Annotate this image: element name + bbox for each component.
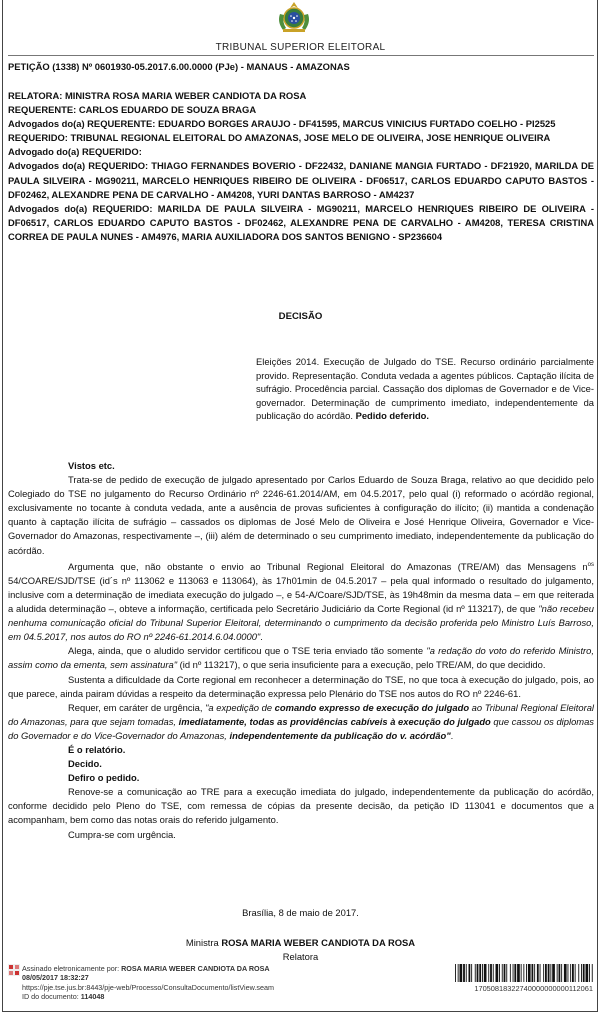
signed-name: ROSA MARIA WEBER CANDIOTA DA ROSA (121, 964, 270, 973)
party-relatora: RELATORA: MINISTRA ROSA MARIA WEBER CANDIOTA DA ROSA (8, 90, 307, 101)
p2-sup: os (587, 561, 594, 568)
p3-text-b: (id nº 113217), o que seria insuficiente para a execução, pelo TRE/AM, do que decidido. (177, 659, 546, 671)
minister-name: ROSA MARIA WEBER CANDIOTA DA ROSA (221, 937, 416, 948)
decision-title: DECISÃO (278, 311, 323, 322)
signature-text (22, 964, 274, 1002)
doc-id: 114048 (80, 992, 105, 1002)
brasao-seal-icon (275, 0, 313, 34)
p2-text-b: 54/COARE/SJD/TSE (id´s nº 113062 e 113063 e 113064), às 17h01min de 04.5.2017 – pela qual informado o resultado do julgamento, inclusive com a determinação de imediata execução do julgado –, e 54-A/Coare/SJD/TSE, às 19h48min da mesma data – em que reiterada a aludida determinação –, obteve a informação, certificada pelo Secretário Judiciário da Corte Regional (id nº 113217), de que (8, 574, 594, 615)
paragraph-5 (8, 701, 594, 743)
p3-quote: "a redação do voto do referido Ministro, assim como da ementa, sem assinatura" (8, 645, 594, 671)
document-url[interactable]: https://pje.tse.jus.br:8443/pje-web/Processo/ConsultaDocumento/listView.seam (22, 982, 274, 992)
paragraph-4: Sustenta a dificuldade da Corte regional em reconhecer a determinação do TSE, no que toca à execução do julgado, pois, ao que parece, ainda pairam dúvidas a respeito da determinação expressa pelo Plenário do TSE nos autos do RO nº 2246-61. (8, 673, 594, 699)
signature-seal-icon (8, 964, 20, 976)
party-advogado-requerido: Advogado do(a) REQUERIDO: (8, 146, 142, 158)
p5-text-a: Requer, em caráter de urgência, (68, 701, 206, 713)
court-name: TRIBUNAL SUPERIOR ELEITORAL (215, 42, 386, 53)
petition-number: PETIÇÃO (1338) Nº 0601930-05.2017.6.00.0000 (PJe) - MANAUS - AMAZONAS (8, 61, 350, 72)
vistos: Vistos etc. (68, 460, 115, 471)
p2-end: . (260, 631, 263, 643)
p5-italic-2: ao Tribunal Regional Eleitoral do Amazonas, para que sejam tomadas, (8, 701, 594, 727)
p3-text-a: Alega, ainda, que o aludido servidor certificou que o TSE teria enviado tão somente (68, 645, 427, 657)
party-advogados-requerido-1: Advogados do(a) REQUERIDO: THIAGO FERNANDES BOVERIO - DF22432, DANIANE MANGIA FURTADO - DF21920, MARILDA DE PAULA SILVEIRA - MG90211, MARCELO HENRIQUES RIBEIRO DE OLIVEIRA - DF06517, CARLOS EDUARDO CAPUTO BASTOS - DF02462, ALEXANDRE PENA DE CARVALHO - AM4208, YURI DANTAS BARROSO - AM4237 (8, 160, 594, 200)
signed-label: Assinado eletronicamente por: (22, 964, 122, 973)
minister-prefix: Ministra (185, 937, 222, 948)
ementa (256, 355, 594, 423)
header-divider (8, 55, 594, 56)
barcode-icon (455, 964, 593, 982)
party-requerente: REQUERENTE: CARLOS EDUARDO DE SOUZA BRAGA (8, 104, 257, 116)
doc-id-label: ID do documento: (22, 992, 81, 1002)
minister-role: Relatora (282, 951, 319, 962)
paragraph-6: Renove-se a comunicação ao TRE para a execução imediata do julgado, independentemente da publicação do acórdão, conforme decidido pelo Pleno do TSE, com remessa de cópias da presente decisão, da petição ID 113041 e documentos que a acompanham, bem como das notas orais do referido julgamento. (8, 786, 594, 826)
minister-signature (0, 937, 601, 948)
defiro: Defiro o pedido. (68, 772, 140, 784)
paragraph-3 (8, 644, 594, 672)
party-requerido: REQUERIDO: TRIBUNAL REGIONAL ELEITORAL DO AMAZONAS, JOSE MELO DE OLIVEIRA, JOSE HENRIQUE OLIVEIRA (8, 132, 551, 144)
place-date: Brasília, 8 de maio de 2017. (242, 907, 359, 918)
paragraph-1: Trata-se de pedido de execução de julgado apresentado por Carlos Eduardo de Souza Braga, relativo ao que decidido pelo Colegiado do TSE no julgamento do Recurso Ordinário nº 2246-61.2014/AM, em 04.5.2017, pelo qual (i) reformado o acórdão regional, exclusivamente no tocante à conduta vedada, ante a ausência de provas suficientes à configuração do ilícito; (ii) mantida a condenação quanto à captação ilícita de sufrágio – cassados os diplomas de José Melo de Oliveira e José Henrique Oliveira, Governador e Vice-Governador do Amazonas, respectivamente –, (iii) além de determinado o seu cumprimento imediato, independentemente da publicação do acórdão. (8, 474, 594, 556)
party-advogados-requerido-2: Advogados do(a) REQUERIDO: MARILDA DE PAULA SILVEIRA - MG90211, MARCELO HENRIQUES RIBEIRO DE OLIVEIRA - DF06517, CARLOS EDUARDO CAPUTO BASTOS - DF02462, ALEXANDRE PENA DE CARVALHO - AM4208, TERESA CRISTINA CORREA DE PAULA NUNES - AM4976, MARIA AUXILIADORA DOS SANTOS BENIGNO - SP236604 (8, 202, 594, 242)
relatorio: É o relatório. (68, 744, 126, 755)
cumpra-se: Cumpra-se com urgência. (68, 828, 176, 840)
barcode-number: 17050818322740000000000112061 (474, 984, 593, 993)
p5-italic-1: "a expedição de (205, 701, 275, 713)
ementa-text: Eleições 2014. Execução de Julgado do TSE. Recurso ordinário parcialmente provido. Representação. Conduta vedada a agentes públicos. Captação ilícita de sufrágio. Procedência parcial. Cassação dos diplomas de Governador e de Vice-governador. Determinação de cumprimento imediato, independentemente da publicação do acórdão. (256, 356, 594, 422)
paragraph-2 (8, 558, 594, 645)
p2-text-a: Argumenta que, não obstante o envio ao Tribunal Regional Eleitoral do Amazonas (TRE/AM) das Mensagens n (68, 560, 588, 572)
p5-italic-3: que cassou os diplomas do Governador e do Vice-Governador do Amazonas, (8, 715, 594, 741)
party-advogados-requerente: Advogados do(a) REQUERENTE: EDUARDO BORGES ARAUJO - DF41595, MARCUS VINICIUS FURTADO COELHO - PI2525 (8, 118, 556, 130)
p5-end: . (450, 729, 454, 741)
signed-datetime: 08/05/2017 18:32:27 (22, 973, 89, 983)
p5-bold-italic-2: imediatamente, todas as providências cabíveis à execução do julgado (178, 715, 491, 727)
p2-quote: "não recebeu nenhuma comunicação oficial do Tribunal Superior Eleitoral, determinando o cumprimento da decisão proferida pelo Ministro Luís Barroso, em 04.5.2017, nos autos do RO nº 2246-61.2014.6.04.0000" (8, 603, 594, 643)
ementa-result: Pedido deferido. (355, 410, 430, 422)
p5-bold-italic-3: independentemente da publicação do v. acórdão" (229, 729, 451, 741)
p5-bold-italic-1: comando expresso de execução do julgado (274, 701, 470, 713)
decision-body (8, 459, 594, 842)
parties (8, 89, 594, 244)
decido: Decido. (68, 758, 102, 770)
